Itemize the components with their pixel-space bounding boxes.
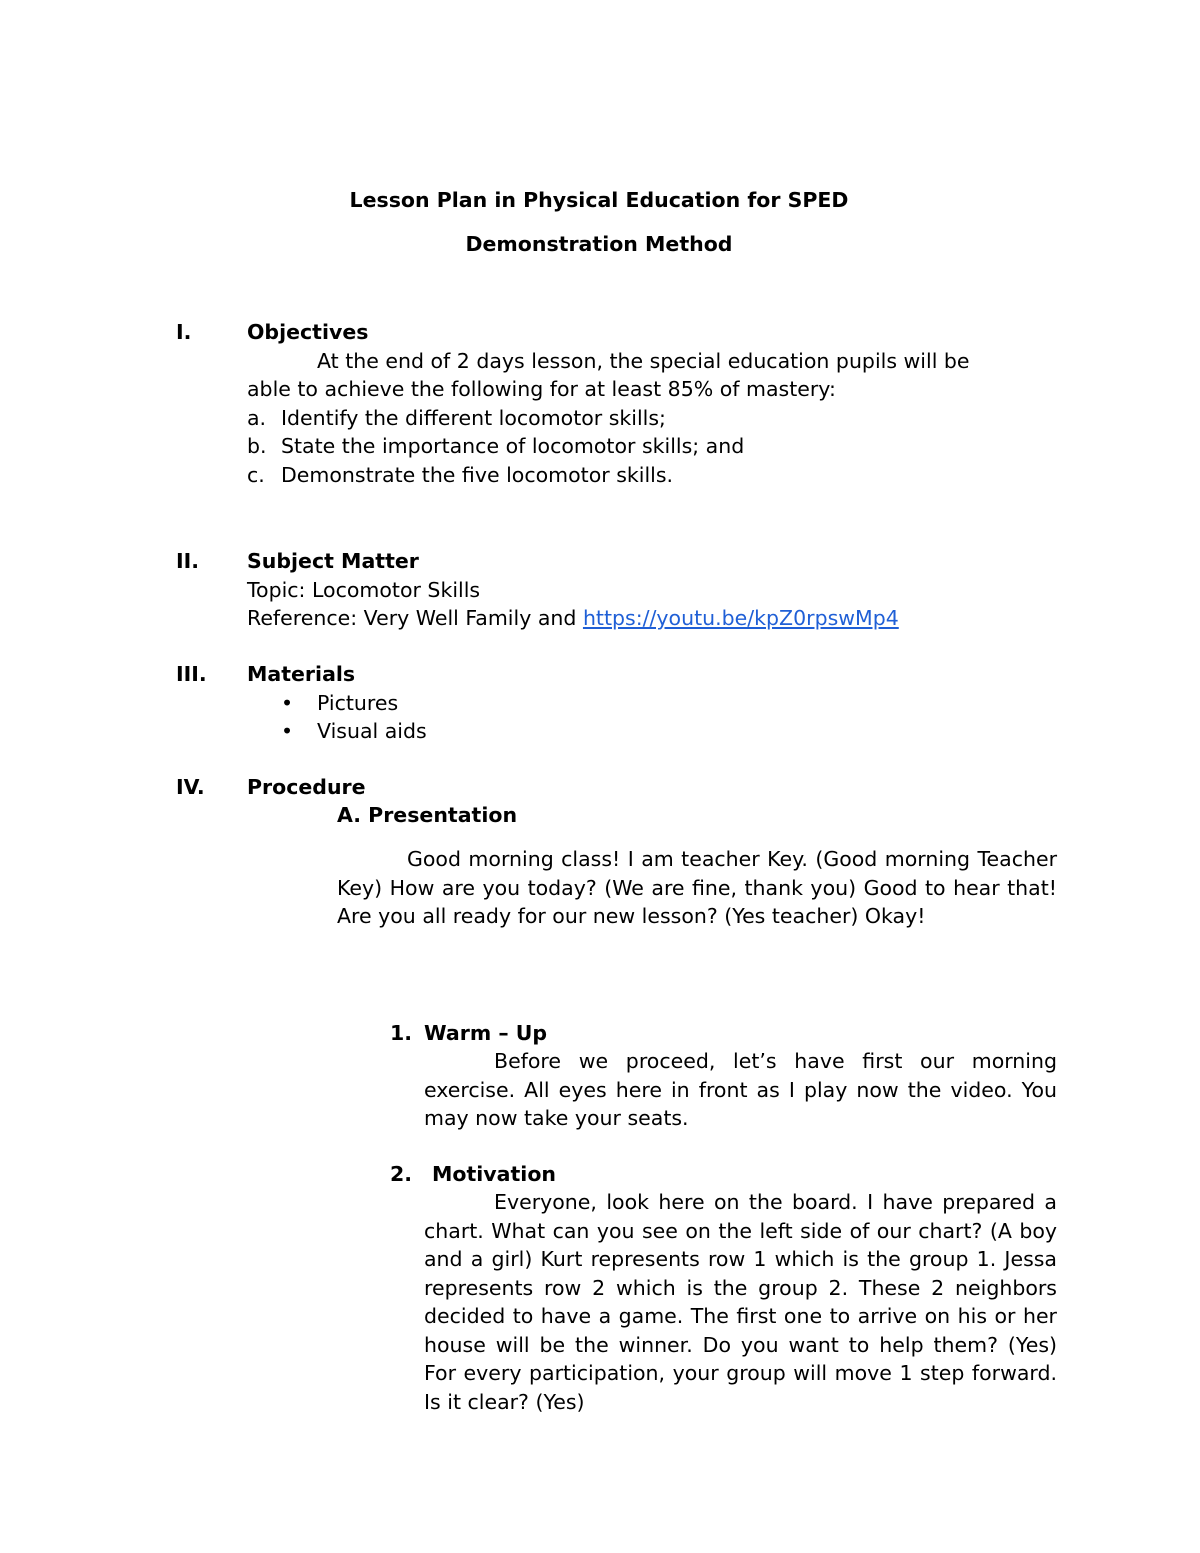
objective-item: [247, 432, 1047, 461]
topic-line: Topic: Locomotor Skills: [247, 577, 481, 602]
warm-up-text: Before we proceed, let’s have first our morning exercise. All eyes here in front as I play now the video. You may now take your seats.: [424, 1049, 1057, 1130]
reference-prefix: Reference: Very Well Family and: [247, 606, 583, 630]
presentation-heading: A. Presentation: [337, 803, 518, 827]
section-numeral-materials: III.: [176, 662, 207, 686]
presentation-text: Good morning class! I am teacher Key. (Good morning Teacher Key) How are you today? (We are fine, thank you) Good to hear that! Are you all ready for our new lesson? (Yes teacher) Okay!: [337, 847, 1057, 928]
section-subject-matter: [247, 547, 1047, 633]
warm-up-heading: Warm – Up: [424, 1021, 548, 1045]
document-subtitle: Demonstration Method: [465, 232, 733, 256]
section-materials: [247, 660, 1047, 746]
section-numeral-subject-matter: II.: [176, 549, 200, 573]
step-number: 2.: [390, 1162, 413, 1186]
objectives-intro-line1: At the end of 2 days lesson, the special education pupils will be: [317, 348, 970, 373]
materials-item-text: Pictures: [317, 690, 399, 715]
objective-label: c.: [247, 462, 265, 487]
bullet-icon: •: [281, 690, 294, 715]
objectives-heading: Objectives: [247, 320, 369, 344]
objective-label: a.: [247, 405, 267, 430]
motivation-text: Everyone, look here on the board. I have prepared a chart. What can you see on the left side of our chart? (A boy and a girl) Kurt represents row 1 which is the group 1. Jessa represents row 2 which is the group 2. These 2 neighbors decided to have a game. The first one to arrive on his or her house will be the winner. Do you want to help them? (Yes) For every participation, your group will move 1 step forward. Is it clear? (Yes): [424, 1190, 1057, 1414]
reference-line: [247, 604, 1047, 633]
subject-matter-heading: Subject Matter: [247, 549, 419, 573]
section-numeral-objectives: I.: [176, 320, 192, 344]
objective-text: Identify the different locomotor skills;: [281, 405, 666, 430]
materials-item-text: Visual aids: [317, 719, 427, 743]
objective-label: b.: [247, 434, 267, 458]
procedure-heading: Procedure: [247, 775, 366, 799]
motivation-heading: Motivation: [432, 1162, 557, 1186]
bullet-icon: •: [281, 719, 294, 743]
section-objectives: [247, 318, 1047, 489]
objective-item: [247, 404, 1047, 433]
materials-item: [247, 689, 1047, 718]
objective-text: State the importance of locomotor skills; and: [281, 434, 745, 458]
reference-link[interactable]: https://youtu.be/kpZ0rpswMp4: [582, 606, 899, 630]
document-title: Lesson Plan in Physical Education for SPED: [349, 188, 849, 212]
materials-item: [247, 717, 1047, 746]
objective-text: Demonstrate the five locomotor skills.: [281, 462, 674, 487]
objective-item: [247, 461, 1047, 490]
materials-heading: Materials: [247, 662, 356, 686]
objectives-intro-line2: able to achieve the following for at least 85% of mastery:: [247, 377, 836, 401]
step-number: 1.: [390, 1021, 413, 1045]
section-numeral-procedure: IV.: [176, 775, 205, 799]
